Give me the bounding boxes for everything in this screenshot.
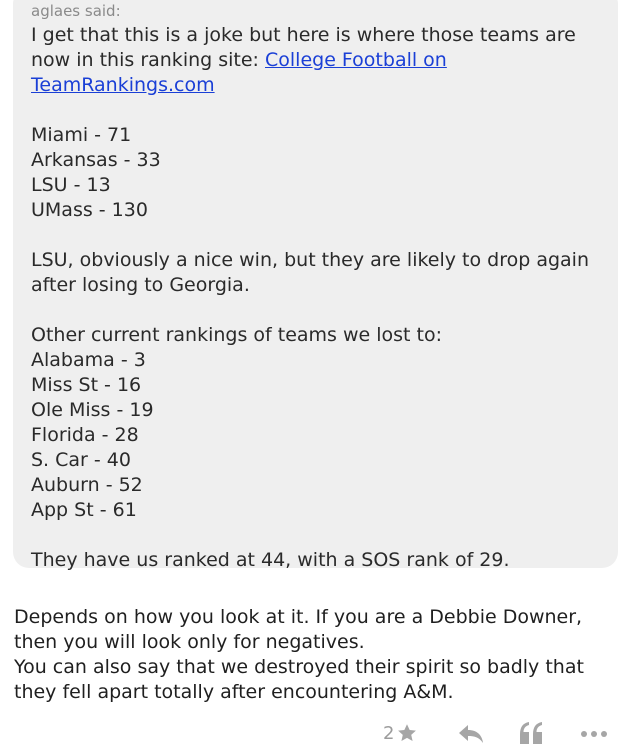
like-count: 2 <box>383 722 395 744</box>
quote-intro <box>31 23 611 98</box>
other-ranking-item: Ole Miss - 19 <box>31 399 154 421</box>
post-body <box>14 605 618 705</box>
quote-closing: They have us ranked at 44, with a SOS rank of 29. <box>31 549 510 571</box>
quote-icon[interactable] <box>518 720 544 746</box>
other-ranking-item: Auburn - 52 <box>31 474 143 496</box>
spacer <box>31 298 611 323</box>
other-ranking-item: Miss St - 16 <box>31 374 142 396</box>
other-ranking-item: App St - 61 <box>31 499 137 521</box>
ranking-item: Miami - 71 <box>31 124 132 146</box>
star-icon <box>396 722 418 744</box>
other-ranking-item: Florida - 28 <box>31 424 139 446</box>
quote-body <box>31 23 611 573</box>
other-rankings-heading: Other current rankings of teams we lost to: <box>31 324 443 346</box>
ranking-item: Arkansas - 33 <box>31 149 161 171</box>
like-button[interactable] <box>383 722 418 744</box>
post-paragraph: You can also say that we destroyed their spirit so badly that they fell apart totally after encountering A&M. <box>14 656 584 703</box>
post-actions <box>0 720 632 748</box>
post-paragraph: Depends on how you look at it. If you are a Debbie Downer, then you will look only for negatives. <box>14 606 583 653</box>
ranking-item: UMass - 130 <box>31 199 148 221</box>
more-dots-icon[interactable] <box>580 729 608 739</box>
spacer <box>31 223 611 248</box>
spacer <box>31 98 611 123</box>
lsu-note: LSU, obviously a nice win, but they are likely to drop again after losing to Georgia. <box>31 249 590 296</box>
ranking-item: LSU - 13 <box>31 174 111 196</box>
quote-author[interactable]: aglaes said: <box>31 2 121 20</box>
other-ranking-item: S. Car - 40 <box>31 449 131 471</box>
teamrankings-link[interactable]: College Football on TeamRankings.com <box>31 49 447 96</box>
quote-intro-text: I get that this is a joke but here is where those teams are now in this ranking site: <box>31 24 576 71</box>
spacer <box>31 523 611 548</box>
other-ranking-item: Alabama - 3 <box>31 349 146 371</box>
reply-arrow-icon[interactable] <box>457 723 485 745</box>
